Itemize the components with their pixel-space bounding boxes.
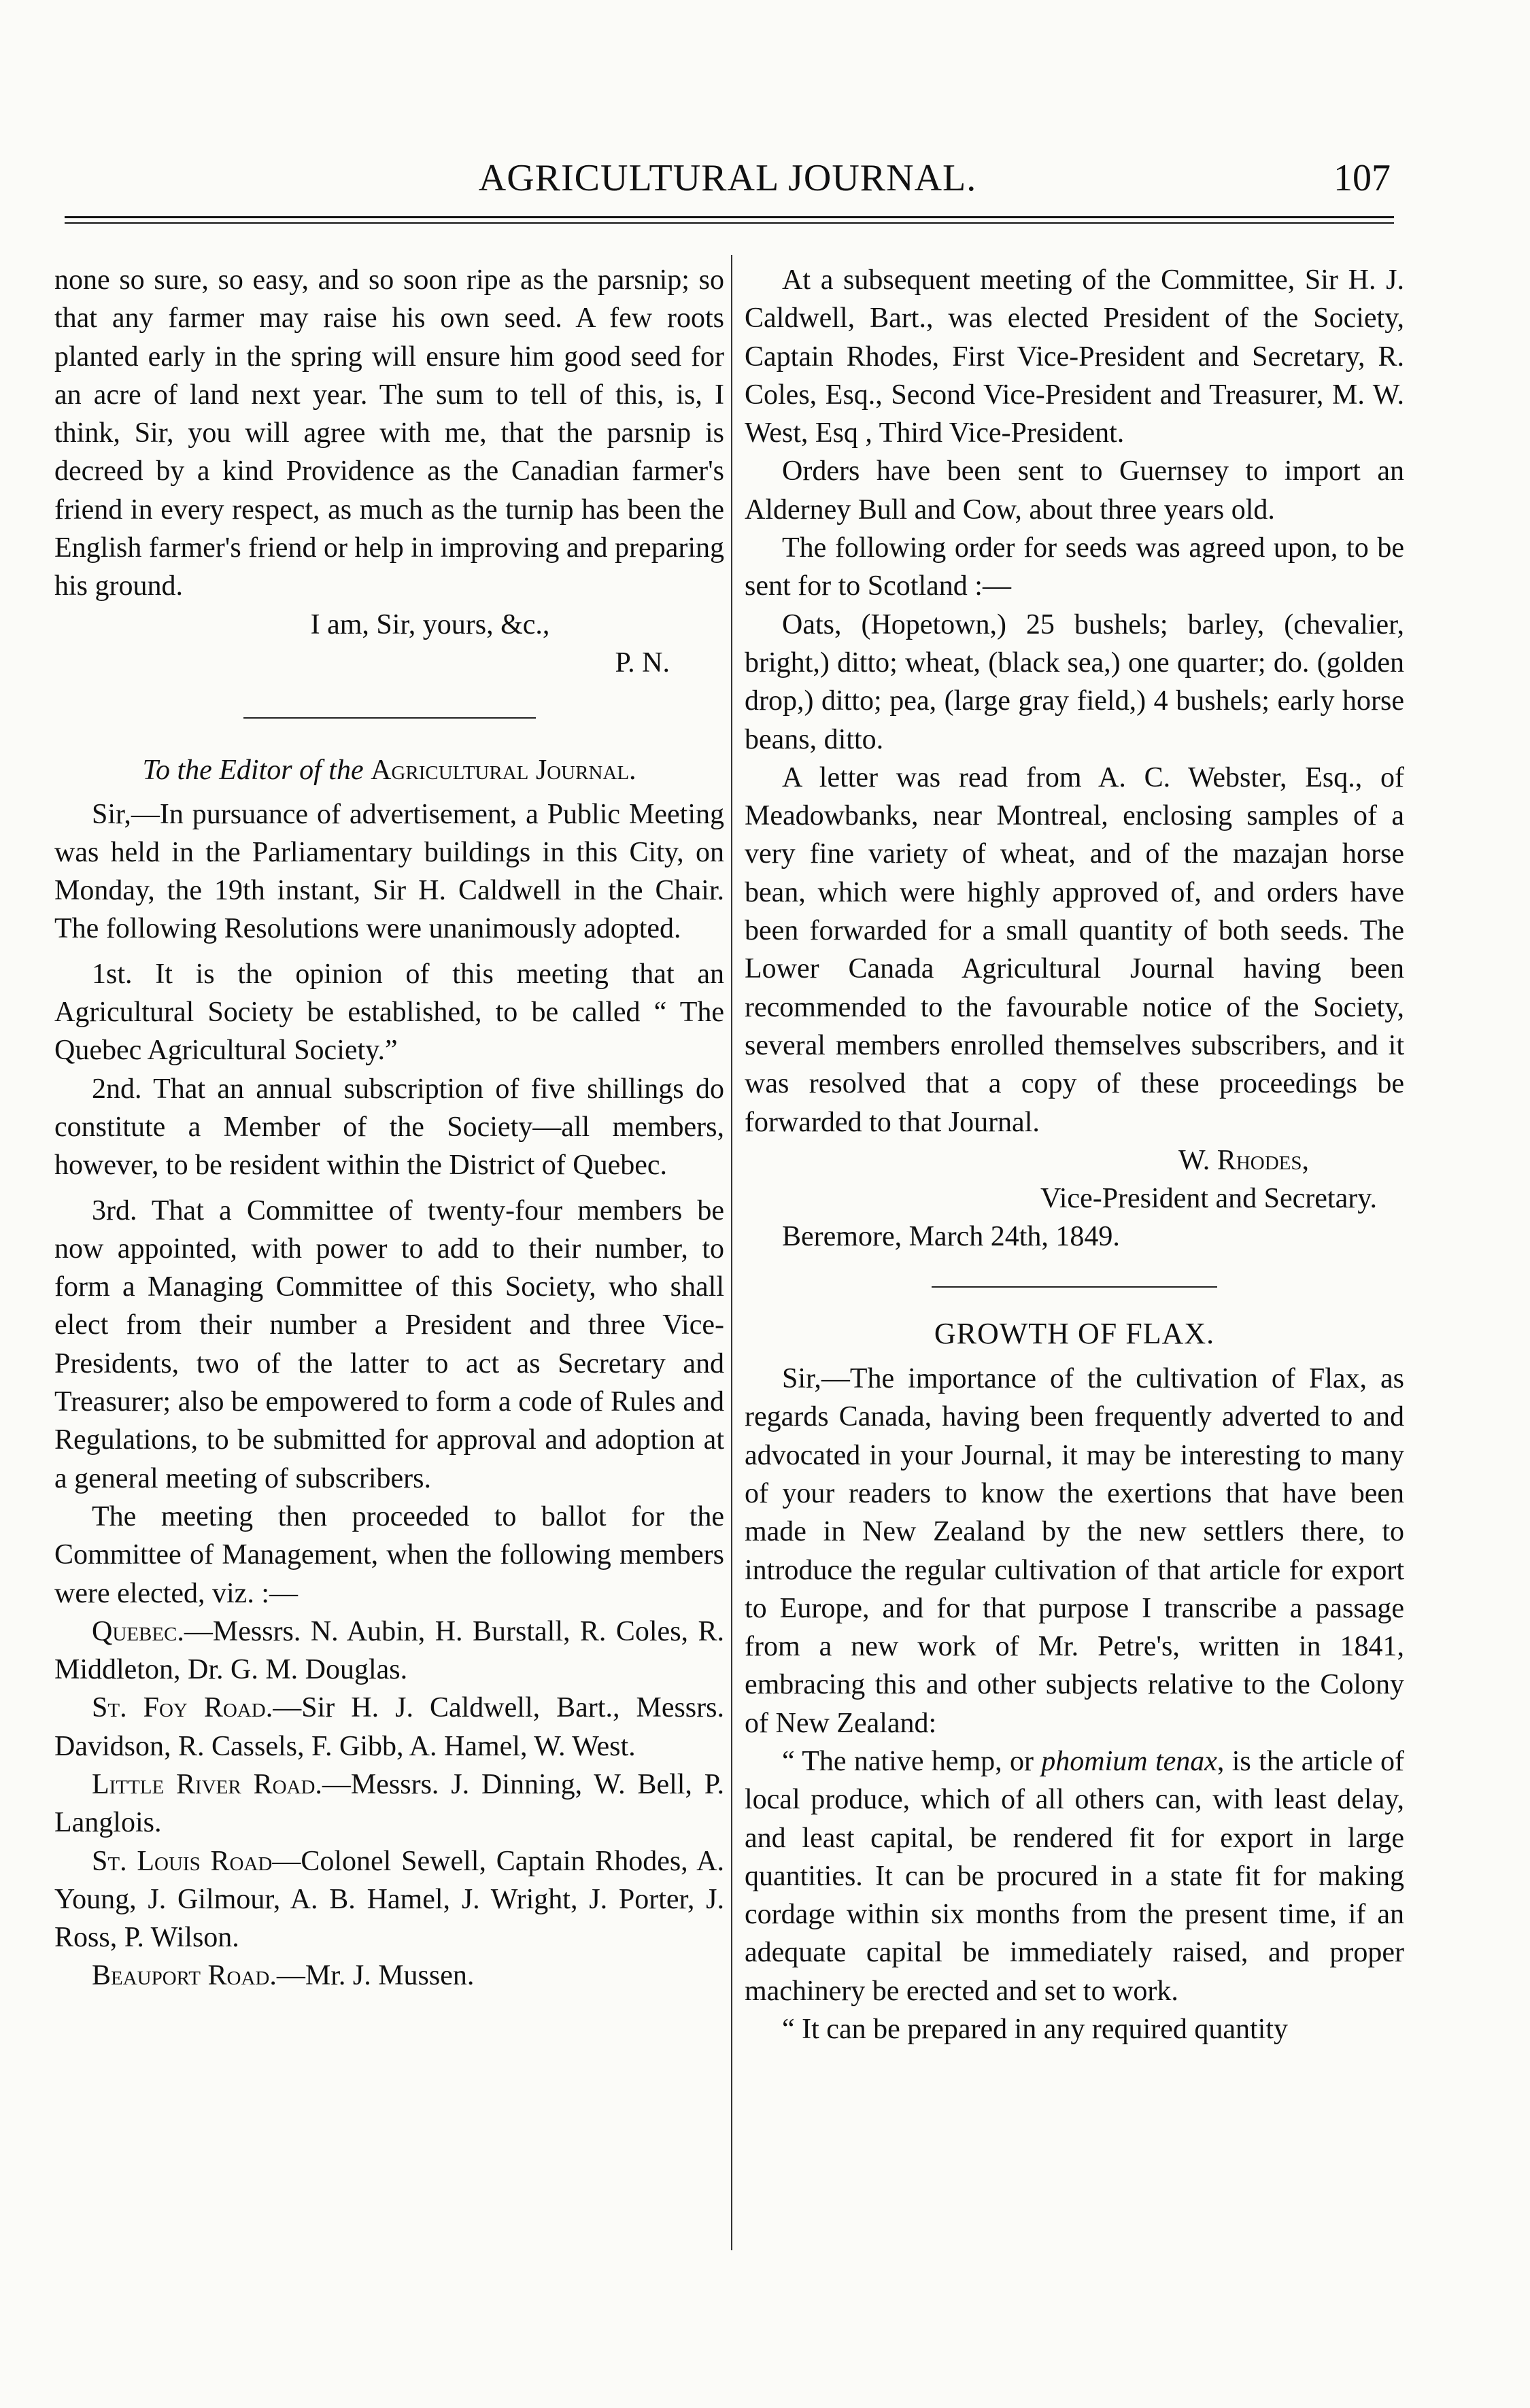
seeds-list-paragraph: Oats, (Hopetown,) 25 bushels; barley, (chevalier, bright,) ditto; wheat, (black sea,) one quarter; do. (golden drop,) ditto; pea, (large gray field,) 4 bushels; early horse beans, ditto. [745, 608, 1404, 755]
page-number: 107 [1333, 157, 1391, 199]
species-name: phomium tenax [1041, 1745, 1217, 1777]
column-divider [731, 255, 732, 2250]
flax-section-title: GROWTH OF FLAX. [934, 1316, 1215, 1350]
members-little-river-label: Little River Road. [92, 1768, 322, 1800]
seeds-order-paragraph: The following order for seeds was agreed upon, to be sent for to Scotland :— [745, 532, 1404, 602]
resolution-first: 1st. It is the opinion of this meeting that an Agricultural Society be established, to be called “ The Quebec Agricultural Society.” [54, 958, 724, 1067]
flax-quote-paragraph: “ The native hemp, or phomium tenax, is the article of local produce, which of all others can, with least delay, and least capital, be rendered fit for export in large quantities. It can be procured in a state fit for making cordage within six months from the present time, if an adequate capital be immediately raised, and proper machinery be erected and set to work. [745, 1745, 1404, 2007]
members-st-foy [54, 1689, 724, 1766]
flax-quote-continued: “ It can be prepared in any required quantity [782, 2014, 1289, 2046]
editor-journal: Agricultural Journal. [371, 755, 636, 787]
editor-prefix: To the Editor of the [142, 755, 364, 787]
members-st-louis-label: St. Louis Road [92, 1845, 273, 1877]
header-rule-thick [65, 216, 1394, 218]
members-beauport-text: —Mr. J. Mussen. [276, 1960, 475, 1992]
right-column [745, 261, 1404, 2048]
members-beauport [54, 1957, 724, 1995]
ballot-paragraph: The meeting then proceeded to ballot for the Committee of Management, when the following members were elected, viz. :— [54, 1500, 724, 1609]
members-beauport-label: Beauport Road. [92, 1960, 277, 1992]
editor-address [54, 751, 724, 789]
guernsey-paragraph: Orders have been sent to Guernsey to import an Alderney Bull and Cow, about three years old. [745, 455, 1404, 526]
resolution-third: 3rd. That a Committee of twenty-four members be now appointed, with power to add to their number, to form a Managing Committee of this Society, who shall elect from their number a President and three Vice-Presidents, two of the latter to act as Secretary and Treasurer; also be empowered to form a code of Rules and Regulations, to be submitted for approval and adoption at a general meeting of subscribers. [54, 1194, 724, 1494]
signature-place-date: Beremore, March 24th, 1849. [782, 1221, 1120, 1253]
members-little-river [54, 1766, 724, 1842]
journal-title: AGRICULTURAL JOURNAL. [478, 157, 977, 199]
rhodes-signature-name: W. Rhodes, [1178, 1144, 1309, 1176]
page-header [65, 151, 1391, 219]
webster-letter-paragraph: A letter was read from A. C. Webster, Esq., of Meadowbanks, near Montreal, enclosing samples of a very fine variety of wheat, and of the mazajan horse bean, which were highly approved of, and orders have been forwarded for a small quantity of both seeds. The Lower Canada Agricultural Journal having been recommended to the favourable notice of the Society, several members enrolled themselves subscribers, and it was resolved that a copy of these proceedings be forwarded to that Journal. [745, 761, 1404, 1138]
members-quebec-text: —Messrs. N. Aubin, H. Burstall, R. Coles, R. Middleton, Dr. G. M. Douglas. [54, 1615, 724, 1686]
letter-closing: I am, Sir, yours, &c., [310, 608, 550, 640]
members-st-louis [54, 1842, 724, 1957]
parsnip-paragraph: none so sure, so easy, and so soon ripe as the parsnip; so that any farmer may raise his own seed. A few roots planted early in the spring will ensure him good seed for an acre of land next year. The sum to tell of this, is, I think, Sir, you will agree with me, that the parsnip is decreed by a kind Providence as the Canadian farmer's friend in every respect, as much as the turnip has been the English farmer's friend or help in improving and preparing his ground. [54, 264, 724, 602]
committee-paragraph: At a subsequent meeting of the Committee, Sir H. J. Caldwell, Bart., was elected President of the Society, Captain Rhodes, First Vice-President and Secretary, R. Coles, Esq., Second Vice-President and Treasurer, M. W. West, Esq , Third Vice-President. [745, 264, 1404, 449]
section-separator [243, 717, 536, 719]
members-little-river-text: —Messrs. J. Dinning, W. Bell, P. Langlois. [54, 1768, 724, 1839]
members-st-louis-text: —Colonel Sewell, Captain Rhodes, A. Young, J. Gilmour, A. B. Hamel, J. Wright, J. Porter, J. Ross, P. Wilson. [54, 1845, 724, 1954]
rhodes-signature-title: Vice-President and Secretary. [1040, 1183, 1377, 1215]
members-quebec [54, 1613, 724, 1689]
letter-signature: P. N. [615, 647, 670, 678]
flax-intro-paragraph: Sir,—The importance of the cultivation of Flax, as regards Canada, having been frequently adverted to and advocated in your Journal, it may be interesting to many of your readers to know the exertions that have been made in New Zealand by the new settlers there, to introduce the regular cultivation of that article for export to Europe, and for that purpose I transcribe a passage from a new work of Mr. Petre's, written in 1841, embracing this and other subjects relative to the Colony of New Zealand: [745, 1363, 1404, 1739]
members-st-foy-label: St. Foy Road. [92, 1692, 273, 1724]
section-separator-right [932, 1286, 1217, 1288]
left-column [54, 261, 724, 1995]
members-st-foy-text: —Sir H. J. Caldwell, Bart., Messrs. Davidson, R. Cassels, F. Gibb, A. Hamel, W. West. [54, 1692, 724, 1762]
header-rule-thin [65, 222, 1394, 224]
resolution-second: 2nd. That an annual subscription of five shillings do constitute a Member of the Society—all members, however, to be resident within the District of Quebec. [54, 1073, 724, 1182]
meeting-paragraph: Sir,—In pursuance of advertisement, a Public Meeting was held in the Parliamentary buildings in this City, on Monday, the 19th instant, Sir H. Caldwell in the Chair. The following Resolutions were unanimously adopted. [54, 798, 724, 945]
members-quebec-label: Quebec. [92, 1615, 184, 1647]
